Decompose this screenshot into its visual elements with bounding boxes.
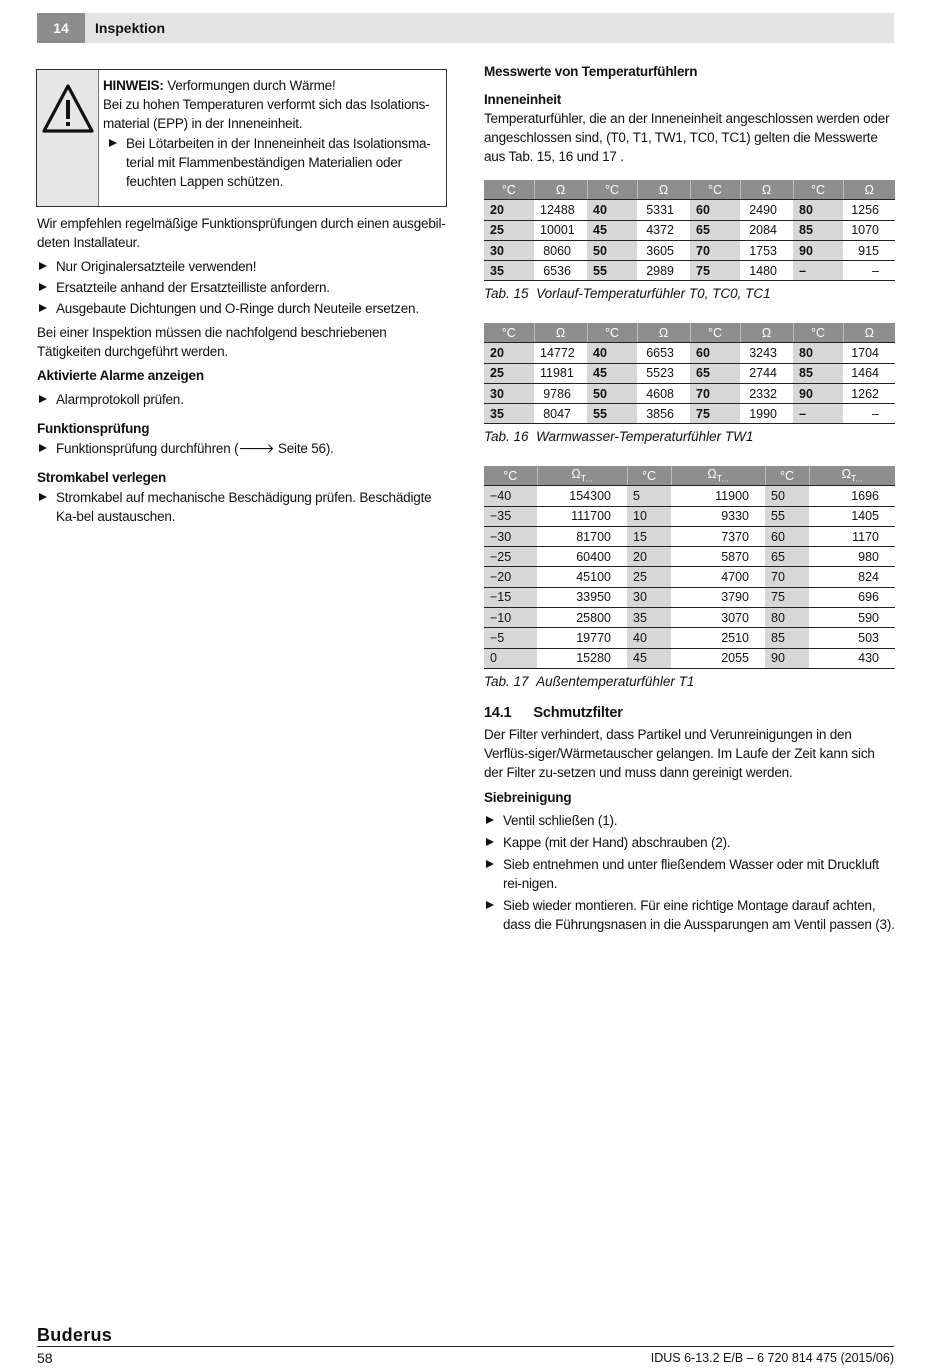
resistance-cell: 5331 [637, 200, 690, 220]
temperature-cell: 25 [627, 567, 671, 587]
right-column-intro [484, 62, 894, 166]
resistance-cell: – [843, 261, 895, 281]
column-header: °C [484, 466, 537, 486]
column-header: °C [627, 466, 671, 486]
resistance-cell: 4608 [637, 383, 690, 403]
resistance-cell: 9786 [534, 383, 587, 403]
temperature-cell: 45 [587, 220, 637, 240]
resistance-cell: 60400 [537, 547, 627, 567]
temperature-cell: 40 [587, 200, 637, 220]
temperature-cell: 80 [793, 343, 843, 363]
temperature-cell: 0 [484, 648, 537, 668]
temperature-cell: 80 [765, 608, 809, 628]
temperature-cell: 65 [690, 220, 740, 240]
table-flow-sensor [484, 180, 895, 281]
temperature-cell: −25 [484, 547, 537, 567]
inspection-text: Bei einer Inspektion müssen die nachfolgend beschriebenen Tätigkeiten durchgeführt werden. [37, 325, 387, 359]
temperature-cell: – [793, 261, 843, 281]
caption-text: Vorlauf-Temperaturfühler T0, TC0, TC1 [536, 286, 771, 301]
chapter-header [37, 13, 894, 43]
resistance-cell: 5523 [637, 363, 690, 383]
notice-box [36, 69, 447, 207]
resistance-cell: 11981 [534, 363, 587, 383]
resistance-cell: 2510 [671, 628, 765, 648]
temperature-cell: 60 [690, 343, 740, 363]
temperature-cell: −15 [484, 587, 537, 607]
notice-text: Bei zu hohen Temperaturen verformt sich das Isolations-material (EPP) in der Inneneinheit. [103, 97, 430, 131]
page-number: 58 [37, 1350, 53, 1366]
resistance-cell: 1262 [843, 383, 895, 403]
resistance-cell: 3243 [740, 343, 793, 363]
temperature-cell: 85 [793, 220, 843, 240]
resistance-cell: 3605 [637, 240, 690, 260]
chapter-number: 14 [37, 13, 85, 43]
resistance-cell: 1753 [740, 240, 793, 260]
table-header-row [484, 466, 895, 486]
temperature-cell: 20 [627, 547, 671, 567]
table-row [484, 648, 895, 668]
list-item: Nur Originalersatzteile verwenden! [37, 257, 447, 276]
notice-label: HINWEIS: [103, 78, 164, 93]
omega-symbol: Ω [571, 467, 581, 482]
resistance-cell: 12488 [534, 200, 587, 220]
resistance-cell: 1704 [843, 343, 895, 363]
temperature-cell: 80 [793, 200, 843, 220]
temperature-cell: – [793, 404, 843, 424]
list-item: Ausgebaute Dichtungen und O-Ringe durch Neuteile ersetzen. [37, 299, 447, 318]
resistance-cell: 2989 [637, 261, 690, 281]
column-header: °C [765, 466, 809, 486]
column-header: °C [690, 180, 740, 200]
sieve-heading: Siebreinigung [484, 790, 572, 805]
temperature-cell: 60 [690, 200, 740, 220]
resistance-cell: 9330 [671, 506, 765, 526]
resistance-cell: 3070 [671, 608, 765, 628]
table-header-row [484, 323, 895, 343]
temperature-cell: 50 [765, 486, 809, 506]
section-heading [484, 704, 896, 723]
temperature-cell: 55 [587, 261, 637, 281]
temperature-cell: 75 [690, 404, 740, 424]
temperature-cell: 70 [765, 567, 809, 587]
document-id: IDUS 6-13.2 E/B – 6 720 814 475 (2015/06) [650, 1351, 894, 1365]
column-header [537, 466, 627, 486]
table-row [484, 343, 895, 363]
warning-triangle-icon [41, 82, 95, 136]
temperature-cell: 25 [484, 363, 534, 383]
resistance-cell: 590 [809, 608, 895, 628]
temperature-cell: 90 [793, 383, 843, 403]
cable-heading: Stromkabel verlegen [37, 470, 167, 485]
temperature-cell: 35 [484, 404, 534, 424]
caption-number: Tab. 15 [484, 286, 529, 301]
caption-text: Warmwasser-Temperaturfühler TW1 [536, 429, 754, 444]
column-header: Ω [740, 180, 793, 200]
resistance-cell: 2332 [740, 383, 793, 403]
temperature-cell: 30 [627, 587, 671, 607]
table-row [484, 628, 895, 648]
temperature-cell: −20 [484, 567, 537, 587]
section-dirt-filter [484, 704, 896, 934]
resistance-cell: 5870 [671, 547, 765, 567]
table-row [484, 404, 895, 424]
footer-divider [37, 1346, 894, 1347]
table-caption [484, 674, 694, 689]
temperature-cell: 85 [793, 363, 843, 383]
table-hot-water-sensor [484, 323, 895, 424]
temperature-cell: 65 [765, 547, 809, 567]
resistance-cell: 6653 [637, 343, 690, 363]
temperature-cell: 5 [627, 486, 671, 506]
column-header: Ω [637, 323, 690, 343]
table-caption [484, 286, 771, 301]
subscript-label: T... [716, 473, 729, 484]
resistance-cell: 915 [843, 240, 895, 260]
notice-title: Verformungen durch Wärme! [163, 78, 336, 93]
temperature-cell: 45 [627, 648, 671, 668]
resistance-cell: 8060 [534, 240, 587, 260]
resistance-cell: 2055 [671, 648, 765, 668]
column-header [809, 466, 895, 486]
resistance-cell: 33950 [537, 587, 627, 607]
table-row [484, 383, 895, 403]
notice-body [103, 76, 439, 191]
resistance-cell: 7370 [671, 526, 765, 546]
temperature-cell: 35 [484, 261, 534, 281]
temperature-cell: 30 [484, 240, 534, 260]
temperature-cell: 50 [587, 383, 637, 403]
table-header-row [484, 180, 895, 200]
table-outdoor-sensor [484, 466, 895, 669]
temperature-cell: −35 [484, 506, 537, 526]
temperature-cell: 15 [627, 526, 671, 546]
column-header: Ω [534, 180, 587, 200]
resistance-cell: 430 [809, 648, 895, 668]
table-row [484, 526, 895, 546]
resistance-cell: 4700 [671, 567, 765, 587]
list-item: Sieb wieder montieren. Für eine richtige Montage darauf achten, dass die Führungsnasen in die Aussparungen am Ventil passen (3). [484, 896, 896, 934]
column-header: °C [587, 180, 637, 200]
resistance-cell: 2490 [740, 200, 793, 220]
column-header: °C [793, 323, 843, 343]
column-header: °C [587, 323, 637, 343]
temperature-cell: 65 [690, 363, 740, 383]
temperature-cell: 40 [627, 628, 671, 648]
column-header: °C [484, 180, 534, 200]
temperature-cell: −5 [484, 628, 537, 648]
caption-number: Tab. 16 [484, 429, 529, 444]
resistance-cell: 1990 [740, 404, 793, 424]
resistance-cell: 45100 [537, 567, 627, 587]
temperature-cell: 30 [484, 383, 534, 403]
resistance-cell: 1464 [843, 363, 895, 383]
temperature-cell: 25 [484, 220, 534, 240]
temperature-cell: 70 [690, 383, 740, 403]
resistance-cell: 2084 [740, 220, 793, 240]
temperature-cell: 55 [765, 506, 809, 526]
resistance-cell: 111700 [537, 506, 627, 526]
table-row [484, 200, 895, 220]
temperature-cell: 35 [627, 608, 671, 628]
resistance-cell: 8047 [534, 404, 587, 424]
resistance-cell: 2744 [740, 363, 793, 383]
temperature-cell: 40 [587, 343, 637, 363]
table-row [484, 486, 895, 506]
column-header: °C [690, 323, 740, 343]
resistance-cell: 11900 [671, 486, 765, 506]
temperature-cell: 20 [484, 343, 534, 363]
resistance-cell: 3790 [671, 587, 765, 607]
column-header: °C [484, 323, 534, 343]
resistance-cell: 25800 [537, 608, 627, 628]
column-header [671, 466, 765, 486]
temperature-cell: 20 [484, 200, 534, 220]
brand-logo: Buderus [37, 1325, 113, 1345]
temperature-cell: −30 [484, 526, 537, 546]
table-row [484, 587, 895, 607]
table-row [484, 240, 895, 260]
omega-symbol: Ω [707, 467, 717, 482]
column-header: Ω [843, 180, 895, 200]
list-item: Kappe (mit der Hand) abschrauben (2). [484, 833, 896, 852]
resistance-cell: 15280 [537, 648, 627, 668]
table-row [484, 261, 895, 281]
left-column [37, 214, 447, 526]
list-item: Funktionsprüfung durchführen (🡒 Seite 56). [37, 439, 447, 458]
column-header: Ω [843, 323, 895, 343]
temperature-cell: 90 [765, 648, 809, 668]
resistance-cell: 1070 [843, 220, 895, 240]
chapter-title: Inspektion [95, 20, 166, 36]
temperature-cell: 50 [587, 240, 637, 260]
notice-icon-panel [37, 70, 99, 206]
resistance-cell: 6536 [534, 261, 587, 281]
column-header: Ω [637, 180, 690, 200]
intro-text: Wir empfehlen regelmäßige Funktionsprüfungen durch einen ausgebil-deten Installateur. [37, 216, 446, 250]
table-row [484, 363, 895, 383]
subscript-label: T... [850, 473, 863, 484]
indoor-text: Temperaturfühler, die an der Inneneinheit angeschlossen werden oder angeschlossen sind, (T0, T1, TW1, TC0, TC1) gelten die Messwerte aus Tab. 15, 16 und 17 . [484, 111, 890, 164]
temperature-cell: 45 [587, 363, 637, 383]
temperature-cell: 55 [587, 404, 637, 424]
subscript-label: T... [580, 473, 593, 484]
resistance-cell: 1256 [843, 200, 895, 220]
temperature-cell: 70 [690, 240, 740, 260]
resistance-cell: 4372 [637, 220, 690, 240]
column-header: °C [793, 180, 843, 200]
caption-number: Tab. 17 [484, 674, 529, 689]
resistance-cell: 10001 [534, 220, 587, 240]
temperature-cell: 60 [765, 526, 809, 546]
column-header: Ω [534, 323, 587, 343]
table-row [484, 547, 895, 567]
function-heading: Funktionsprüfung [37, 421, 150, 436]
table-caption [484, 429, 753, 444]
indoor-heading: Inneneinheit [484, 92, 562, 107]
resistance-cell: 980 [809, 547, 895, 567]
temperature-cell: 75 [765, 587, 809, 607]
resistance-cell: 503 [809, 628, 895, 648]
resistance-cell: – [843, 404, 895, 424]
section-title: Schmutzfilter [533, 705, 623, 721]
table-row [484, 506, 895, 526]
table-row [484, 220, 895, 240]
resistance-cell: 1696 [809, 486, 895, 506]
column-header: Ω [740, 323, 793, 343]
list-item: Stromkabel auf mechanische Beschädigung prüfen. Beschädigte Ka-bel austauschen. [37, 488, 447, 526]
list-item: Alarmprotokoll prüfen. [37, 390, 447, 409]
temperature-cell: −10 [484, 608, 537, 628]
resistance-cell: 3856 [637, 404, 690, 424]
resistance-cell: 696 [809, 587, 895, 607]
resistance-cell: 81700 [537, 526, 627, 546]
filter-text: Der Filter verhindert, dass Partikel und Verunreinigungen in den Verflüs-siger/Wärmetauscher gelangen. Im Laufe der Zeit kann sich der Filter zu-setzen und muss dann gereinigt werden. [484, 727, 875, 780]
table-row [484, 608, 895, 628]
list-item: Ersatzteile anhand der Ersatzteilliste anfordern. [37, 278, 447, 297]
resistance-cell: 1480 [740, 261, 793, 281]
caption-text: Außentemperaturfühler T1 [536, 674, 695, 689]
temperature-cell: 85 [765, 628, 809, 648]
temperature-cell: 10 [627, 506, 671, 526]
omega-symbol: Ω [841, 467, 851, 482]
resistance-cell: 19770 [537, 628, 627, 648]
temperature-cell: −40 [484, 486, 537, 506]
list-item: Ventil schließen (1). [484, 811, 896, 830]
table-row [484, 567, 895, 587]
resistance-cell: 154300 [537, 486, 627, 506]
temperature-cell: 90 [793, 240, 843, 260]
list-item: Sieb entnehmen und unter fließendem Wasser oder mit Druckluft rei-nigen. [484, 855, 896, 893]
measure-heading: Messwerte von Temperaturfühlern [484, 64, 698, 79]
alarms-heading: Aktivierte Alarme anzeigen [37, 368, 204, 383]
resistance-cell: 1170 [809, 526, 895, 546]
notice-bullet: Bei Lötarbeiten in der Inneneinheit das Isolationsma-terial mit Flammenbeständigen Materialien oder feuchten Lappen schützen. [107, 134, 439, 191]
resistance-cell: 824 [809, 567, 895, 587]
section-number: 14.1 [484, 705, 512, 721]
temperature-cell: 75 [690, 261, 740, 281]
resistance-cell: 1405 [809, 506, 895, 526]
resistance-cell: 14772 [534, 343, 587, 363]
